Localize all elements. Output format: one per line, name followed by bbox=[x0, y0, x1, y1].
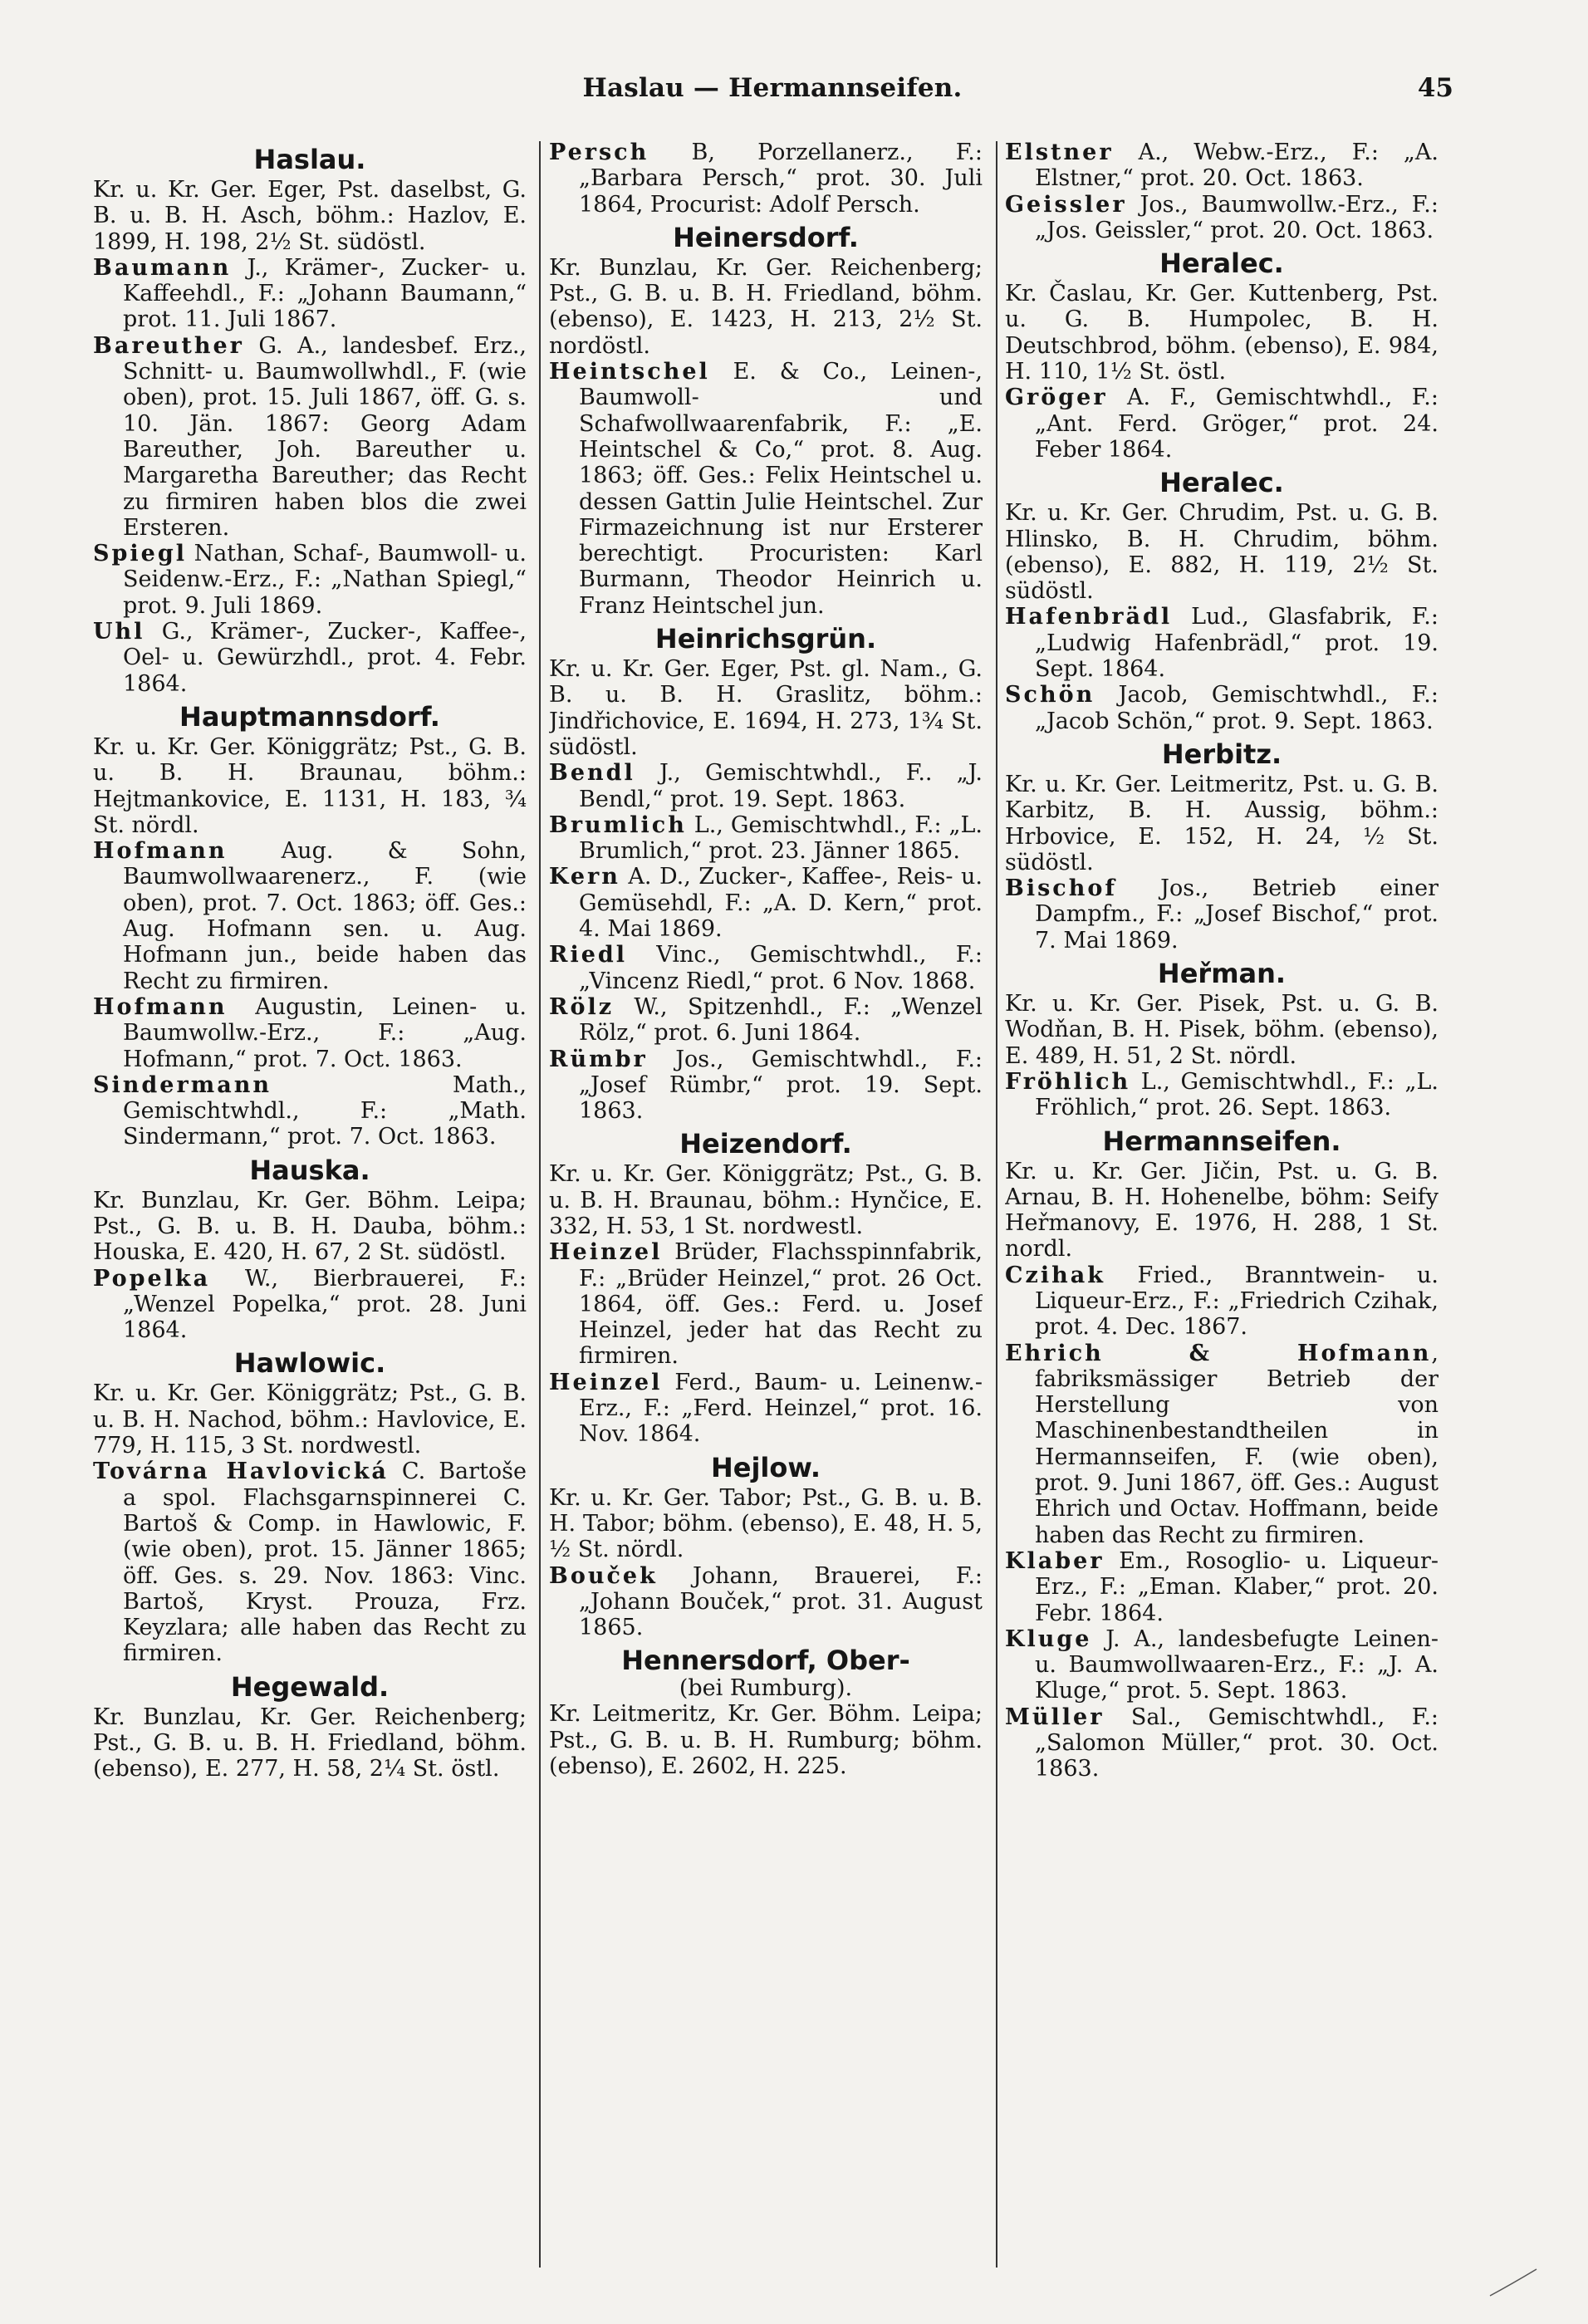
firm-name: Hafenbrädl bbox=[1005, 604, 1173, 630]
place-info: Kr. u. Kr. Ger. Pisek, Pst. u. G. B. Wodňan, B. H. Pisek, böhm. (ebenso), E. 489, H. 51, 2 St. nördl. bbox=[1005, 991, 1439, 1069]
place-name: Heinersdorf. bbox=[673, 221, 859, 253]
column-1 bbox=[93, 140, 527, 2282]
firm-entry bbox=[1005, 1704, 1439, 1782]
place-heading bbox=[549, 223, 983, 253]
firm-entry bbox=[549, 1563, 983, 1641]
firm-name: Bareuther bbox=[93, 332, 244, 359]
place-name: Hauptmannsdorf. bbox=[179, 700, 440, 733]
place-name: Heralec. bbox=[1159, 467, 1284, 499]
firm-details: J., Krämer-, Zucker- u. Kaffeehdl., F.: „Johann Baumann,“ prot. 11. Juli 1867. bbox=[123, 254, 527, 333]
place-heading bbox=[1005, 1126, 1439, 1156]
firm-entry bbox=[1005, 682, 1439, 734]
place-heading bbox=[549, 1645, 983, 1675]
firm-name: Müller bbox=[1005, 1704, 1105, 1730]
place-heading bbox=[93, 702, 527, 732]
firm-name: Gröger bbox=[1005, 385, 1108, 411]
firm-entry bbox=[1005, 1069, 1439, 1121]
firm-details: Math., Gemischtwhdl., F.: „Math. Sindermann,“ prot. 7. Oct. 1863. bbox=[123, 1071, 527, 1150]
place-heading bbox=[1005, 248, 1439, 278]
firm-details: W., Bierbrauerei, F.: „Wenzel Popelka,“ prot. 28. Juni 1864. bbox=[123, 1265, 527, 1344]
firm-entry bbox=[1005, 604, 1439, 682]
firm-details: Brüder, Flachsspinnfabrik, F.: „Brüder Heinzel,“ prot. 26 Oct. 1864, öff. Ges.: Ferd. u. Josef Heinzel, jeder hat das Recht zu firmiren. bbox=[579, 1239, 983, 1370]
firm-entry bbox=[1005, 140, 1439, 192]
firm-name: Sindermann bbox=[93, 1071, 272, 1098]
firm-details: Ferd., Baum- u. Leinenw.-Erz., F.: „Ferd. Heinzel,“ prot. 16. Nov. 1864. bbox=[579, 1369, 983, 1448]
place-name: Hermannseifen. bbox=[1102, 1125, 1341, 1157]
firm-entry bbox=[549, 1047, 983, 1125]
place-name: Heralec. bbox=[1159, 248, 1284, 280]
place-name: Hennersdorf, Ober- bbox=[621, 1645, 910, 1677]
firm-entry bbox=[549, 1239, 983, 1369]
firm-details: A., Webw.-Erz., F.: „A. Elstner,“ prot. 20. Oct. 1863. bbox=[1035, 140, 1439, 192]
firm-details: Nathan, Schaf-, Baumwoll- u. Seidenw.-Erz., F.: „Nathan Spiegl,“ prot. 9. Juli 1869. bbox=[123, 541, 527, 619]
place-name: Hejlow. bbox=[710, 1451, 821, 1483]
place-subheading: (bei Rumburg). bbox=[679, 1675, 853, 1702]
firm-name: Elstner bbox=[1005, 140, 1114, 165]
place-info: Kr. u. Kr. Ger. Tabor; Pst., G. B. u. B. H. Tabor; böhm. (ebenso), E. 48, H. 5, ½ St. nördl. bbox=[549, 1484, 983, 1563]
firm-details: Jacob, Gemischtwhdl., F.: „Jacob Schön,“ prot. 9. Sept. 1863. bbox=[1035, 682, 1439, 734]
pencil-mark-decoration bbox=[1488, 2266, 1538, 2299]
place-name: Haslau. bbox=[253, 144, 366, 175]
firm-name: Hofmann bbox=[93, 838, 228, 865]
running-title: Haslau — Hermannseifen. bbox=[582, 73, 963, 103]
firm-name: Ehrich & Hofmann bbox=[1005, 1340, 1432, 1366]
firm-name: Czihak bbox=[1005, 1262, 1105, 1288]
place-info: Kr. Bunzlau, Kr. Ger. Reichenberg; Pst., G. B. u. B. H. Friedland, böhm. (ebenso), E. 277, H. 58, 2¼ St. östl. bbox=[93, 1704, 527, 1782]
firm-entry bbox=[93, 1266, 527, 1344]
firm-details: C. Bartoše a spol. Flachsgarnspinnerei C. Bartoš & Comp. in Hawlowic, F. (wie oben), prot. 15. Jänner 1865; öff. Ges. s. 29. Nov. 1863: Vinc. Bartoš, Kryst. Prouza, Frz. Keyzlara; alle haben das Recht zu firmiren. bbox=[123, 1459, 527, 1667]
firm-name: Schön bbox=[1005, 682, 1095, 708]
firm-entry bbox=[549, 812, 983, 865]
firm-entry bbox=[549, 359, 983, 619]
firm-entry bbox=[93, 255, 527, 333]
firm-details: L., Gemischtwhdl., F.: „L. Brumlich,“ prot. 23. Jänner 1865. bbox=[579, 811, 983, 865]
firm-details: Em., Rosoglio- u. Liqueur-Erz., F.: „Eman. Klaber,“ prot. 20. Febr. 1864. bbox=[1035, 1547, 1439, 1626]
firm-name: Fröhlich bbox=[1005, 1068, 1131, 1095]
place-heading bbox=[93, 145, 527, 174]
place-name: Herbitz. bbox=[1161, 738, 1282, 770]
firm-details: A. F., Gemischtwhdl., F.: „Ant. Ferd. Gröger,“ prot. 24. Feber 1864. bbox=[1035, 385, 1439, 463]
firm-name: Bischof bbox=[1005, 875, 1117, 902]
place-name: Hegewald. bbox=[230, 1670, 390, 1703]
firm-details: Johann, Brauerei, F.: „Johann Bouček,“ prot. 31. August 1865. bbox=[579, 1562, 983, 1641]
place-info: Kr. u. Kr. Ger. Eger, Pst. gl. Nam., G. B. u. B. H. Graslitz, böhm.: Jindřichovice, E. 1694, H. 273, 1¾ St. südöstl. bbox=[549, 656, 983, 760]
firm-entry bbox=[93, 838, 527, 994]
firm-name: Heinzel bbox=[549, 1239, 663, 1266]
place-info: Kr. u. Kr. Ger. Königgrätz; Pst., G. B. u. B. H. Nachod, böhm.: Havlovice, E. 779, H. 115, 3 St. nordwestl. bbox=[93, 1380, 527, 1459]
firm-entry bbox=[549, 864, 983, 942]
firm-entry bbox=[93, 541, 527, 619]
firm-name: Heinzel bbox=[549, 1369, 663, 1395]
firm-entry bbox=[1005, 385, 1439, 463]
firm-name: Kern bbox=[549, 864, 620, 890]
firm-details: Jos., Betrieb einer Dampfm., F.: „Josef Bischof,“ prot. 7. Mai 1869. bbox=[1035, 875, 1439, 954]
firm-name: Klaber bbox=[1005, 1547, 1105, 1574]
firm-entry bbox=[93, 619, 527, 697]
place-name: Heizendorf. bbox=[679, 1128, 852, 1160]
firm-entry bbox=[549, 760, 983, 812]
firm-name: Hofmann bbox=[93, 993, 228, 1020]
firm-entry bbox=[1005, 192, 1439, 244]
firm-name: Geissler bbox=[1005, 191, 1127, 218]
firm-details: Jos., Gemischtwhdl., F.: „Josef Rümbr,“ prot. 19. Sept. 1863. bbox=[579, 1046, 983, 1125]
firm-details: G., Krämer-, Zucker-, Kaffee-, Oel- u. Gewürzhdl., prot. 4. Febr. 1864. bbox=[123, 619, 527, 697]
firm-details: J. A., landesbefugte Leinen- u. Baumwollwaaren-Erz., F.: „J. A. Kluge,“ prot. 5. Sept. 1863. bbox=[1035, 1625, 1439, 1704]
firm-entry bbox=[549, 994, 983, 1047]
firm-name: Uhl bbox=[93, 619, 145, 645]
place-info: Kr. Leitmeritz, Kr. Ger. Böhm. Leipa; Pst., G. B. u. B. H. Rumburg; böhm. (ebenso), E. 2602, H. 225. bbox=[549, 1701, 983, 1780]
place-info: Kr. u. Kr. Ger. Chrudim, Pst. u. G. B. Hlinsko, B. H. Chrudim, böhm. (ebenso), E. 882, H. 119, 2½ St. südöstl. bbox=[1005, 500, 1439, 605]
firm-entry bbox=[549, 942, 983, 994]
place-heading bbox=[549, 1129, 983, 1159]
place-heading bbox=[549, 1453, 983, 1483]
firm-name: Továrna Havlovická bbox=[93, 1459, 389, 1485]
firm-details: E. & Co., Leinen-, Baumwoll- und Schafwollwaarenfabrik, F.: „E. Heintschel & Co,“ prot. 8. Aug. 1863; öff. Ges.: Felix Heintschel u. dessen Gattin Julie Heintschel. Zur Firmazeichnung ist nur Ersterer berechtigt. Procuristen: Karl Burmann, Theodor Heinrich u. Franz Heintschel jun. bbox=[579, 359, 983, 619]
firm-entry bbox=[1005, 1548, 1439, 1626]
firm-entry bbox=[93, 1459, 527, 1666]
firm-name: Rölz bbox=[549, 993, 615, 1020]
page-header bbox=[91, 73, 1453, 115]
column-2 bbox=[549, 140, 983, 2282]
place-info: Kr. u. Kr. Ger. Eger, Pst. daselbst, G. B. u. B. H. Asch, böhm.: Hazlov, E. 1899, H. 198, 2½ St. südöstl. bbox=[93, 177, 527, 255]
column-rule bbox=[996, 141, 997, 2268]
firm-entry bbox=[549, 140, 983, 218]
column-rule bbox=[539, 141, 541, 2268]
firm-name: Spiegl bbox=[93, 541, 187, 567]
firm-details: Fried., Branntwein- u. Liqueur-Erz., F.: „Friedrich Czihak, prot. 4. Dec. 1867. bbox=[1035, 1262, 1439, 1341]
place-info: Kr. u. Kr. Ger. Leitmeritz, Pst. u. G. B. Karbitz, B. H. Aussig, böhm.: Hrbovice, E. 152, H. 24, ½ St. südöstl. bbox=[1005, 771, 1439, 875]
place-info: Kr. u. Kr. Ger. Königgrätz; Pst., G. B. u. B. H. Braunau, böhm.: Hynčice, E. 332, H. 53, 1 St. nordwestl. bbox=[549, 1161, 983, 1239]
firm-entry bbox=[1005, 1341, 1439, 1548]
firm-entry bbox=[93, 333, 527, 541]
firm-name: Bendl bbox=[549, 760, 635, 787]
firm-name: Kluge bbox=[1005, 1625, 1092, 1652]
firm-details: L., Gemischtwhdl., F.: „L. Fröhlich,“ prot. 26. Sept. 1863. bbox=[1035, 1068, 1439, 1121]
firm-details: G. A., landesbef. Erz., Schnitt- u. Baumwollwhdl., F. (wie oben), prot. 15. Juli 1867, öff. G. s. 10. Jän. 1867: Georg Adam Bareuther, Joh. Bareuther u. Margaretha Bareuther; das Recht zu firmiren haben blos die zwei Ersteren. bbox=[123, 332, 527, 541]
firm-details: , fabriksmässiger Betrieb der Herstellung von Maschinenbestandtheilen in Hermannseifen, F. (wie oben), prot. 9. Juni 1867, öff. Ges.: August Ehrich und Octav. Hoffmann, beide haben das Recht zu firmiren. bbox=[1035, 1340, 1439, 1548]
firm-details: Sal., Gemischtwhdl., F.: „Salomon Müller,“ prot. 30. Oct. 1863. bbox=[1035, 1704, 1439, 1782]
place-info: Kr. Bunzlau, Kr. Ger. Böhm. Leipa; Pst., G. B. u. B. H. Dauba, böhm.: Houska, E. 420, H. 67, 2 St. südöstl. bbox=[93, 1187, 527, 1266]
place-heading bbox=[1005, 468, 1439, 498]
place-name: Hauska. bbox=[249, 1154, 370, 1186]
firm-details: A. D., Zucker-, Kaffee-, Reis- u. Gemüsehdl, F.: „A. D. Kern,“ prot. 4. Mai 1869. bbox=[579, 864, 983, 943]
firm-details: Aug. & Sohn, Baumwollwaarenerz., F. (wie oben), prot. 7. Oct. 1863; öff. Ges.: Aug. Hofmann sen. u. Aug. Hofmann jun., beide haben das Recht zu firmiren. bbox=[123, 838, 527, 994]
place-info: Kr. u. Kr. Ger. Königgrätz; Pst., G. B. u. B. H. Braunau, böhm.: Hejtmankovice, E. 1131, H. 183, ¾ St. nördl. bbox=[93, 733, 527, 838]
place-name: Heřman. bbox=[1157, 958, 1287, 990]
firm-details: W., Spitzenhdl., F.: „Wenzel Rölz,“ prot. 6. Juni 1864. bbox=[579, 993, 983, 1047]
firm-entry bbox=[93, 994, 527, 1072]
firm-name: Baumann bbox=[93, 254, 232, 281]
firm-details: B, Porzellanerz., F.: „Barbara Persch,“ prot. 30. Juli 1864, Procurist: Adolf Persch. bbox=[579, 140, 983, 218]
place-heading bbox=[93, 1672, 527, 1702]
firm-entry bbox=[1005, 875, 1439, 954]
firm-name: Rümbr bbox=[549, 1046, 648, 1072]
firm-name: Popelka bbox=[93, 1265, 211, 1292]
column-3 bbox=[1005, 140, 1439, 2282]
page-number: 45 bbox=[1417, 73, 1453, 103]
place-heading bbox=[1005, 739, 1439, 769]
firm-details: Lud., Glasfabrik, F.: „Ludwig Hafenbrädl,“ prot. 19. Sept. 1864. bbox=[1035, 604, 1439, 683]
place-heading bbox=[93, 1155, 527, 1185]
firm-details: Vinc., Gemischtwhdl., F.: „Vincenz Riedl,“ prot. 6 Nov. 1868. bbox=[579, 942, 983, 994]
firm-details: Jos., Baumwollw.-Erz., F.: „Jos. Geissler,“ prot. 20. Oct. 1863. bbox=[1035, 191, 1439, 243]
firm-entry bbox=[549, 1370, 983, 1448]
firm-name: Brumlich bbox=[549, 811, 687, 838]
firm-entry bbox=[1005, 1263, 1439, 1341]
place-heading bbox=[549, 624, 983, 654]
firm-details: J., Gemischtwhdl., F.. „J. Bendl,“ prot. 19. Sept. 1863. bbox=[579, 760, 983, 812]
firm-name: Heintschel bbox=[549, 359, 710, 385]
firm-name: Persch bbox=[549, 140, 649, 165]
firm-name: Bouček bbox=[549, 1562, 658, 1589]
place-heading bbox=[1005, 959, 1439, 988]
place-info: Kr. Bunzlau, Kr. Ger. Reichenberg; Pst., G. B. u. B. H. Friedland, böhm. (ebenso), E. 1423, H. 213, 2½ St. nordöstl. bbox=[549, 254, 983, 359]
place-name: Heinrichsgrün. bbox=[654, 623, 877, 655]
place-name: Hawlowic. bbox=[233, 1347, 386, 1380]
firm-entry bbox=[93, 1072, 527, 1150]
firm-details: Augustin, Leinen- u. Baumwollw.-Erz., F.: „Aug. Hofmann,“ prot. 7. Oct. 1863. bbox=[123, 993, 527, 1072]
place-info: Kr. Časlau, Kr. Ger. Kuttenberg, Pst. u. G. B. Humpolec, B. H. Deutschbrod, böhm. (ebenso), E. 984, H. 110, 1½ St. östl. bbox=[1005, 281, 1439, 385]
firm-name: Riedl bbox=[549, 942, 628, 968]
place-heading bbox=[93, 1348, 527, 1378]
place-info: Kr. u. Kr. Ger. Jičin, Pst. u. G. B. Arnau, B. H. Hohenelbe, böhm: Seify Heřmanovy, E. 1976, H. 288, 1 St. nordl. bbox=[1005, 1158, 1439, 1263]
firm-entry bbox=[1005, 1626, 1439, 1704]
